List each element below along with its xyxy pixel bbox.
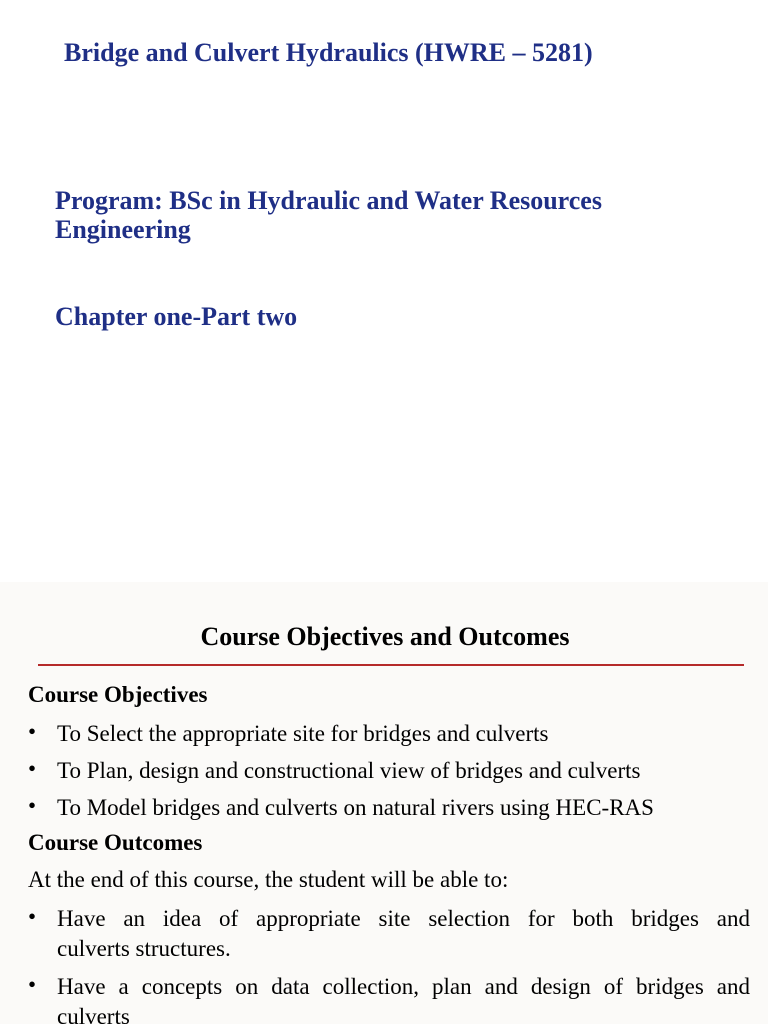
program-text: Program: BSc in Hydraulic and Water Resources Engineering [55, 186, 602, 244]
outcome-text-line: Have a concepts on data collection, plan and design of bridges and [57, 974, 750, 999]
chapter-text: Chapter one-Part two [55, 302, 298, 331]
heading-divider [38, 664, 744, 666]
bullet-icon: • [28, 719, 37, 744]
bullet-icon: • [28, 756, 37, 781]
objective-text: To Plan, design and constructional view of bridges and culverts [57, 758, 641, 783]
objectives-heading: Course Objectives [28, 682, 208, 707]
slide-heading: Course Objectives and Outcomes [200, 622, 570, 651]
bullet-icon: • [28, 904, 37, 929]
objective-text: To Model bridges and culverts on natural rivers using HEC-RAS [57, 795, 654, 820]
objective-text: To Select the appropriate site for bridges and culverts [57, 721, 549, 746]
outcome-text-line: culverts structures. [57, 936, 231, 961]
outcome-text-line: culverts [57, 1004, 130, 1029]
outcomes-intro: At the end of this course, the student will be able to: [28, 867, 509, 892]
bullet-icon: • [28, 972, 37, 997]
course-title: Bridge and Culvert Hydraulics (HWRE – 5281) [64, 38, 593, 67]
objectives-slide [0, 582, 768, 1029]
outcomes-heading: Course Outcomes [28, 830, 203, 855]
bullet-icon: • [28, 793, 37, 818]
outcome-text-line: Have an idea of appropriate site selection for both bridges and [57, 906, 750, 931]
